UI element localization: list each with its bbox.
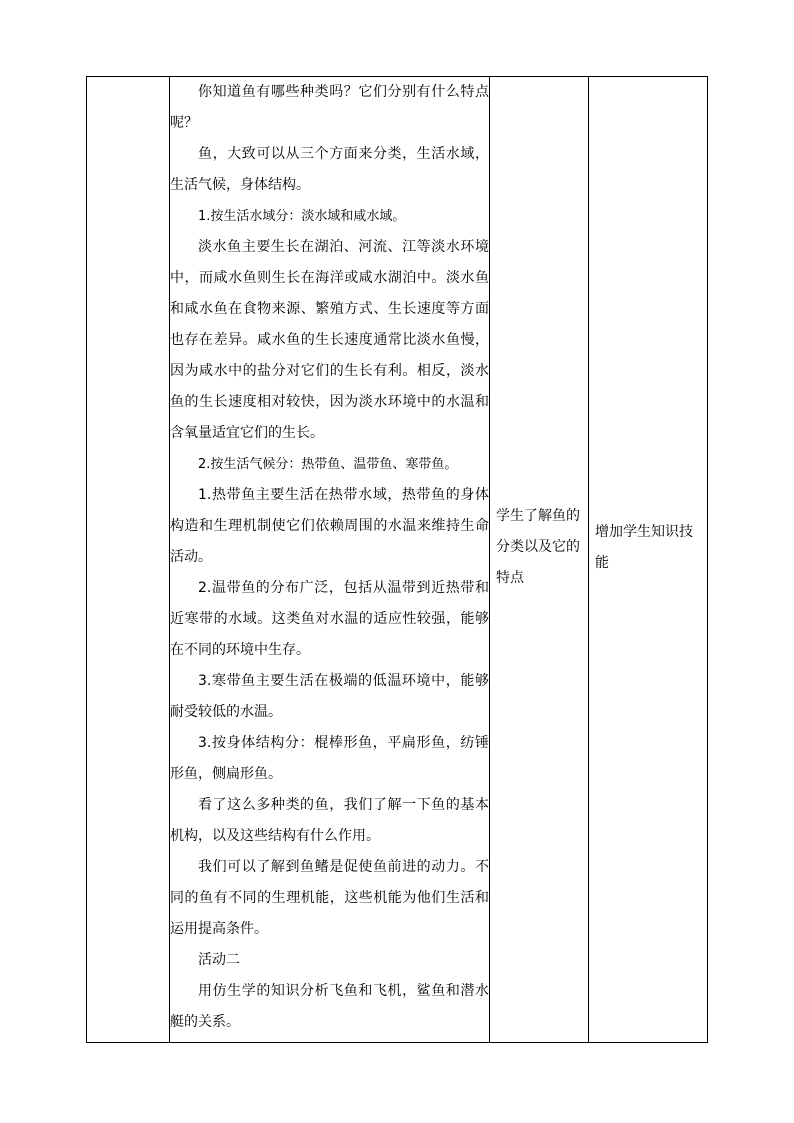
design-intent-text: 增加学生知识技能	[595, 523, 693, 571]
content-paragraph: 淡水鱼主要生长在湖泊、河流、江等淡水环境中，而咸水鱼则生长在海洋或咸水湖泊中。淡水鱼和咸水鱼在食物来源、繁殖方式、生长速度等方面也存在差异。咸水鱼的生长速度通常比淡水鱼慢，因为咸水中的盐分对它们的生长有利。相反，淡水鱼的生长速度相对较快，因为淡水环境中的水温和含氧量适宜它们的生长。	[170, 239, 489, 441]
content-paragraph: 鱼，大致可以从三个方面来分类，生活水域，生活气候，身体结构。	[170, 146, 489, 193]
empty-cell	[87, 77, 170, 1043]
content-paragraph: 3.按身体结构分：棍棒形鱼，平扁形鱼，纺锤形鱼，侧扁形鱼。	[170, 735, 489, 782]
student-activity-text: 学生了解鱼的分类以及它的特点	[496, 508, 580, 586]
student-activity-cell	[490, 77, 589, 1043]
content-paragraph: 活动二	[198, 952, 240, 968]
content-paragraph: 1.热带鱼主要生活在热带水域，热带鱼的身体构造和生理机制使它们依赖周围的水温来维持生命活动。	[170, 487, 489, 565]
table-row	[87, 77, 708, 1043]
content-paragraph: 看了这么多种类的鱼，我们了解一下鱼的基本机构，以及这些结构有什么作用。	[170, 797, 489, 844]
teaching-content-cell	[170, 77, 490, 1043]
lesson-plan-table	[86, 76, 708, 1043]
content-paragraph: 用仿生学的知识分析飞鱼和飞机，鲨鱼和潜水艇的关系。	[170, 983, 489, 1030]
content-paragraph: 1.按生活水域分：淡水域和咸水域。	[198, 209, 406, 224]
design-intent-cell	[589, 77, 708, 1043]
content-paragraph: 2.温带鱼的分布广泛，包括从温带到近热带和近寒带的水域。这类鱼对水温的适应性较强，能够在不同的环境中生存。	[170, 580, 489, 658]
content-paragraph: 你知道鱼有哪些种类吗？它们分别有什么特点呢？	[170, 84, 489, 131]
content-paragraph: 我们可以了解到鱼鳍是促使鱼前进的动力。不同的鱼有不同的生理机能，这些机能为他们生活和运用提高条件。	[170, 859, 489, 937]
content-paragraph: 3.寒带鱼主要生活在极端的低温环境中，能够耐受较低的水温。	[170, 673, 489, 720]
content-paragraph: 2.按生活气候分：热带鱼、温带鱼、寒带鱼。	[198, 457, 458, 472]
